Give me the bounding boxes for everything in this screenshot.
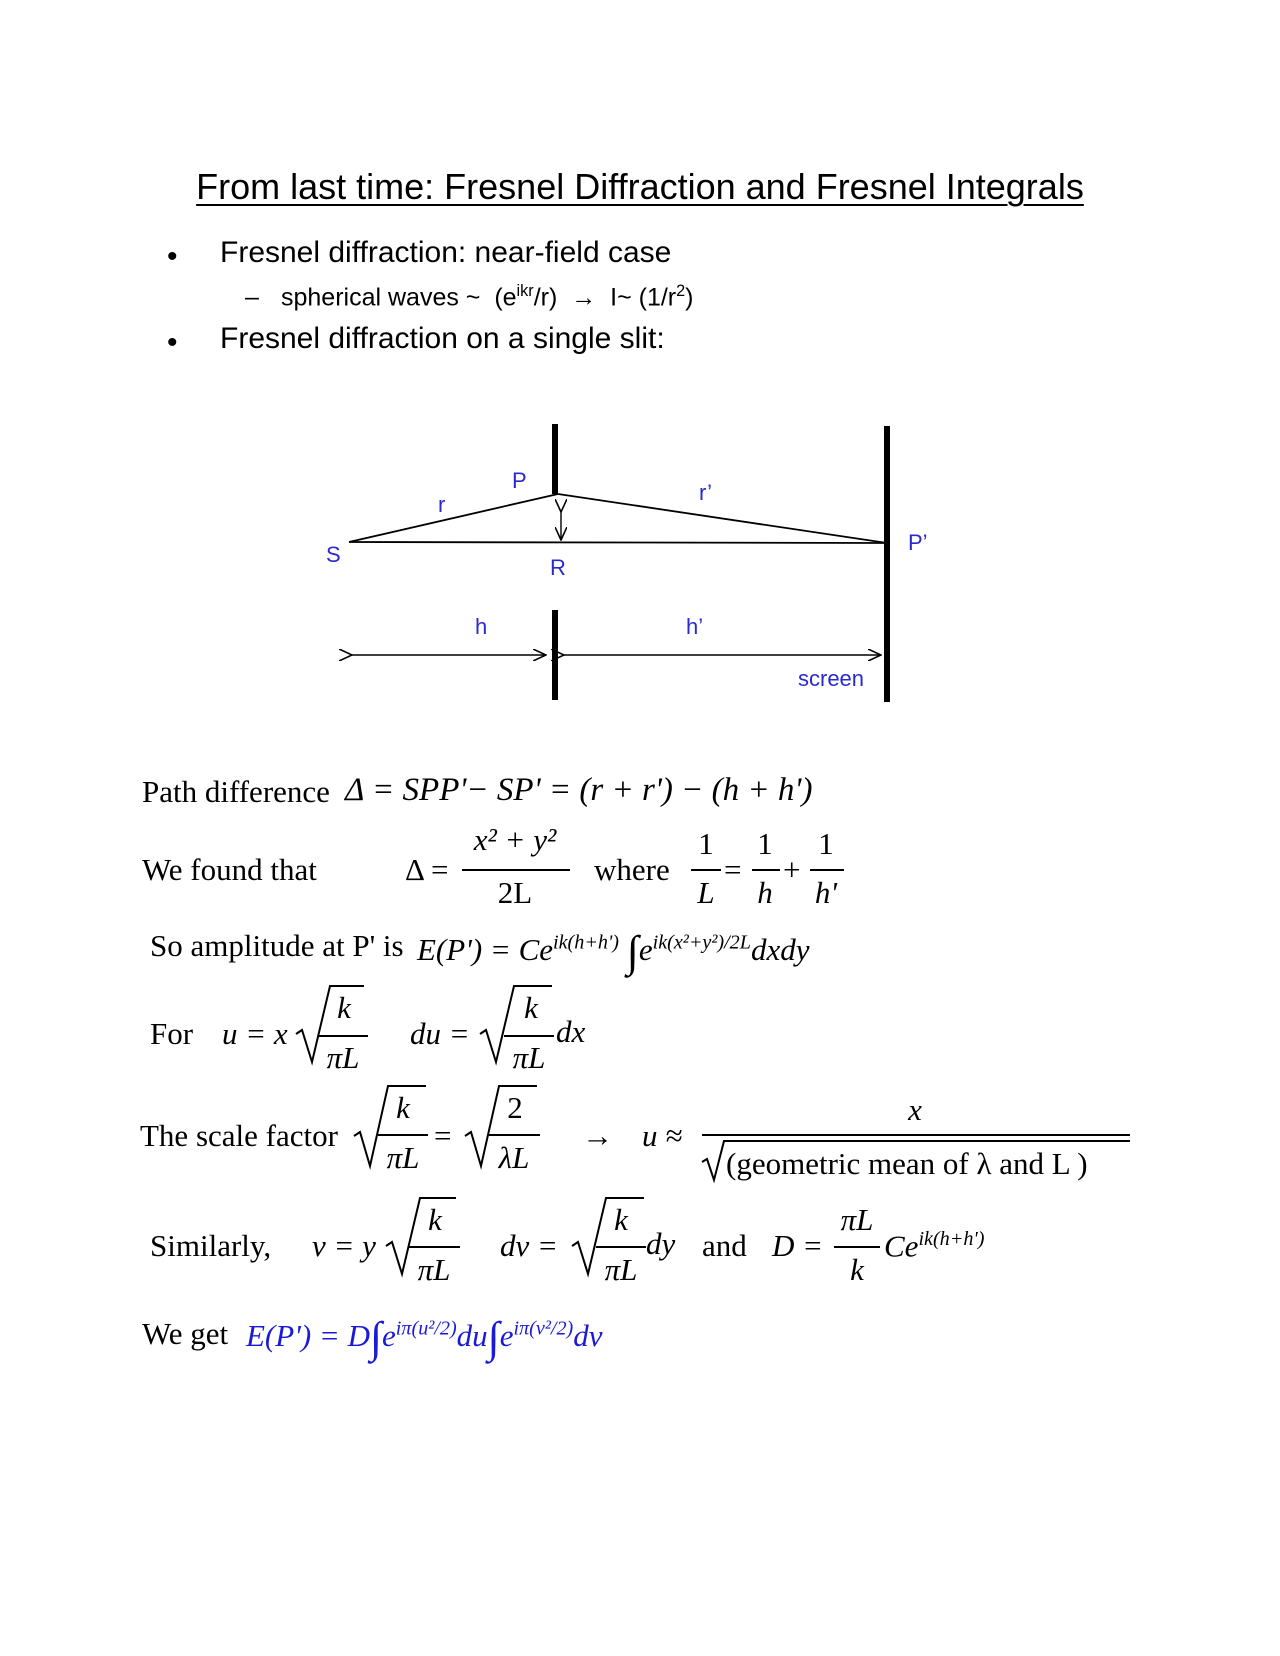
u-approx-num: x: [908, 1092, 922, 1127]
bullet-2-text: Fresnel diffraction on a single slit:: [220, 322, 665, 355]
delta-symbol: Δ =: [405, 852, 449, 887]
label-h: h: [475, 614, 488, 639]
du-sqrt-den: πL: [512, 1040, 546, 1075]
dv-equation: dv =: [500, 1228, 558, 1263]
scale-sqrt2-num: 2: [507, 1090, 523, 1125]
delta-denominator: 2L: [497, 875, 533, 910]
du-sqrt-num: k: [524, 990, 538, 1025]
for-label: For: [150, 1016, 194, 1051]
inv-L-den: L: [697, 875, 715, 910]
dy-text: dy: [646, 1226, 676, 1261]
equals-sign: =: [724, 852, 742, 887]
scale-sqrt1-num: k: [396, 1090, 410, 1125]
u-equation: u = x: [222, 1016, 288, 1051]
u-sqrt-den: πL: [326, 1040, 360, 1075]
bullet-1-text: Fresnel diffraction: near-field case: [220, 236, 672, 269]
scale-factor-label: The scale factor: [140, 1118, 338, 1153]
geometric-mean-text: (geometric mean of λ and L ): [726, 1146, 1088, 1181]
label-h-prime: h’: [686, 614, 704, 639]
D-bar: [834, 1246, 880, 1248]
D-tail: $Ce^{ik(h+h')}$: [884, 1228, 985, 1264]
scale-sqrt2-bar: [488, 1134, 540, 1136]
label-S: S: [326, 542, 341, 567]
dv-sqrt-bar: [596, 1246, 646, 1248]
similarly-label: Similarly,: [150, 1228, 272, 1263]
inv-L-num: 1: [698, 826, 714, 861]
du-sqrt-bar: [504, 1035, 554, 1037]
inv-L-bar: [691, 869, 721, 871]
dx-text: dx: [556, 1014, 586, 1049]
plus-sign: +: [783, 852, 801, 887]
scale-sqrt1-bar: [378, 1134, 428, 1136]
delta-numerator: x² + y²: [473, 822, 557, 857]
u-approx-bar: [702, 1134, 1130, 1136]
label-P: P: [512, 468, 527, 493]
inv-h-den: h: [757, 875, 773, 910]
ray-r: [349, 494, 558, 542]
label-P-prime: P’: [908, 530, 928, 555]
scale-sqrt1-den: πL: [386, 1140, 420, 1175]
axis-line: [349, 542, 887, 543]
label-r: r: [438, 492, 446, 517]
dv-sqrt-num: k: [614, 1202, 628, 1237]
v-sqrt-den: πL: [417, 1252, 451, 1287]
and-text: and: [702, 1228, 747, 1263]
amplitude-label: So amplitude at P' is: [150, 928, 404, 963]
label-R: R: [550, 555, 566, 580]
found-label: We found that: [142, 852, 317, 887]
sub-bullet-dash: –: [245, 283, 259, 311]
final-equation: $E(P') = D\int e^{i\pi(u^2/2)}du\int e^{i\pi(v^2/2)}dv$: [246, 1313, 603, 1362]
label-screen: screen: [798, 666, 865, 691]
du-equation: du =: [410, 1016, 470, 1051]
u-approx: u ≈: [642, 1118, 683, 1153]
amplitude-equation: $E(P') = Ce^{ik(h+h')}$ $\int e^{ik(x^2+y^2)/2L}dxdy$: [417, 927, 810, 976]
inv-hp-num: 1: [818, 826, 834, 861]
delta-fraction-bar: [462, 869, 570, 871]
inv-h-num: 1: [757, 826, 773, 861]
bullet-dot-1: •: [167, 240, 178, 273]
sub-bullet-1-text: spherical waves ~ $(e^{ikr}/r)$ → I~ $(1/r^2)$: [281, 282, 694, 312]
we-get-label: We get: [142, 1316, 229, 1351]
scale-equals: =: [434, 1118, 452, 1153]
path-difference-label: Path difference: [142, 774, 330, 809]
slit-diagram: [0, 0, 1280, 720]
bullet-dot-2: •: [167, 326, 178, 359]
scale-sqrt2-den: λL: [498, 1140, 530, 1175]
D-equation: D =: [772, 1228, 824, 1263]
v-equation: v = y: [312, 1228, 376, 1263]
u-sqrt-num: k: [337, 990, 351, 1025]
ray-r-prime: [558, 494, 887, 543]
page-title: From last time: Fresnel Diffraction and Fresnel Integrals: [196, 166, 1084, 207]
inv-hp-bar: [810, 869, 844, 871]
v-sqrt-bar: [408, 1246, 460, 1248]
path-difference-equation: Δ = SPP'− SP' = (r + r') − (h + h'): [345, 772, 813, 808]
where-label: where: [594, 852, 670, 887]
D-num: πL: [840, 1202, 874, 1237]
inv-h-bar: [752, 869, 780, 871]
v-sqrt-num: k: [428, 1202, 442, 1237]
dv-sqrt-den: πL: [604, 1252, 638, 1287]
scale-arrow: →: [582, 1118, 613, 1153]
inv-hp-den: h': [814, 875, 838, 910]
u-sqrt-bar: [318, 1035, 368, 1037]
label-r-prime: r’: [699, 480, 713, 505]
D-den: k: [850, 1252, 864, 1287]
